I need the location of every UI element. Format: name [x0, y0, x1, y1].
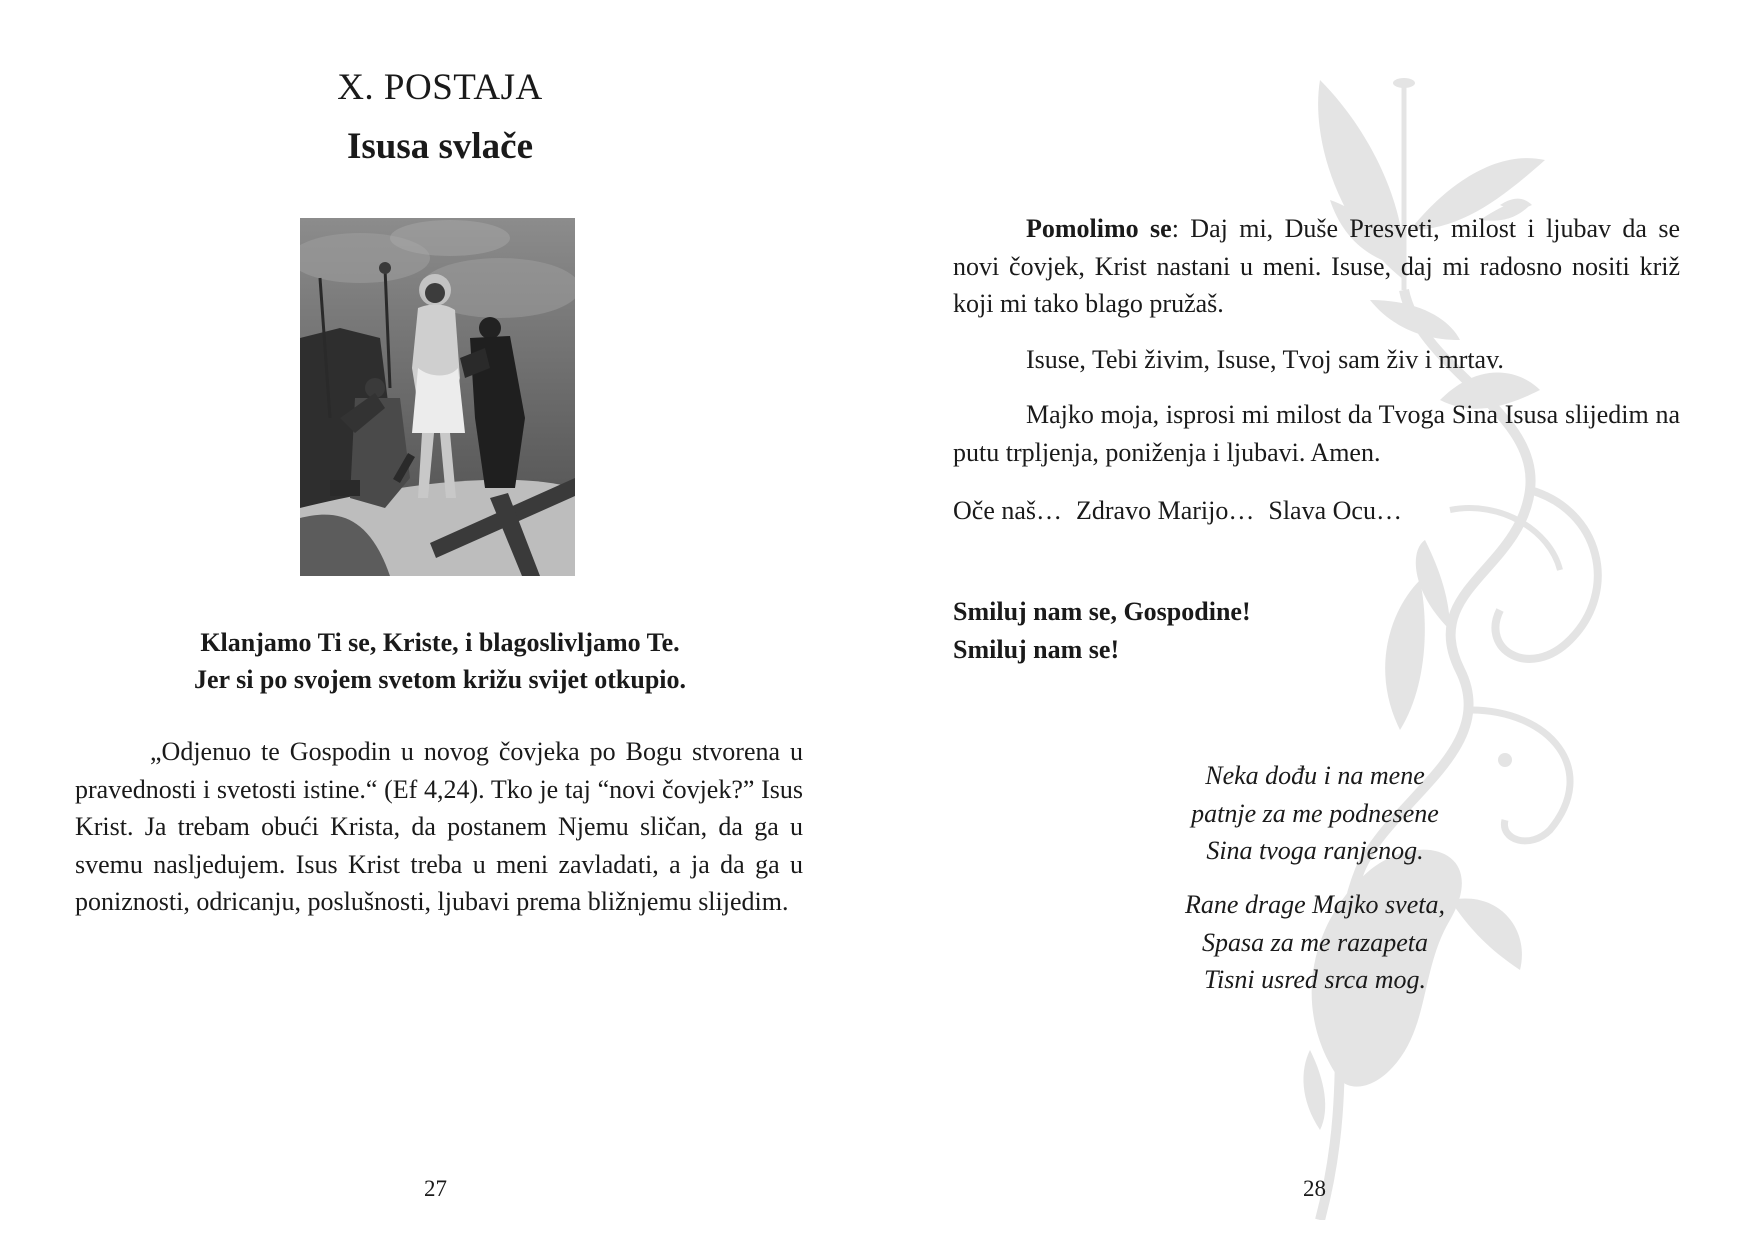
meditation-paragraph: „Odjenuo te Gospodin u novog čovjeka po Bogu stvorena u pravednosti i svetosti istine.“ (Ef 4,24). Tko je taj “novi čovjek?” Isus Krist. Ja trebam obući Krista, da postanem Njemu sličan, da ga u svemu nasljedujem. Isus Krist treba u meni zavladati, a ja da ga u poniznosti, odricanju, poslušnosti, ljubavi prema bližnjemu slijedim.: [75, 737, 803, 916]
poem-line: Sina tvoga ranjenog.: [1206, 836, 1424, 865]
poem-line: patnje za me podnesene: [1191, 798, 1439, 828]
prayer-item-hail-mary: Zdravo Marijo…: [1076, 496, 1255, 525]
devotion-line: Isuse, Tebi živim, Isuse, Tvoj sam živ i mrtav.: [1026, 345, 1504, 374]
poem-line: Tisni usred srca mog.: [1204, 965, 1426, 994]
page-number-right: 28: [1303, 1176, 1326, 1201]
prayer-text: : Daj mi, Duše Presveti, milost i ljubav da se novi čovjek, Krist nastani u meni. Isuse, daj mi radosno nositi križ koji mi tako blago pružaš.: [953, 214, 1680, 318]
poem-line: Neka dođu i na mene: [1205, 761, 1425, 790]
poem-stanza-1: [1100, 757, 1530, 870]
prayer-paragraph: [953, 210, 1680, 323]
prayer-label: Pomolimo se: [1026, 214, 1172, 243]
poem-stanza-2: [1100, 886, 1530, 999]
page-number-left: 27: [424, 1176, 447, 1201]
prayer-item-glory-be: Slava Ocu…: [1268, 496, 1402, 525]
left-page: [0, 0, 874, 1241]
adoration-line-2: Jer si po svojem svetom križu svijet otkupio.: [193, 665, 687, 694]
mercy-line-1: Smiluj nam se, Gospodine!: [953, 597, 1251, 626]
mother-prayer-paragraph: Majko moja, isprosi mi milost da Tvoga Sina Isusa slijedim na putu trpljenja, poniženja i ljubavi. Amen.: [953, 400, 1680, 467]
adoration-response: [75, 624, 805, 698]
station-x-painting: [300, 218, 575, 576]
adoration-line-1: Klanjamo Ti se, Kriste, i blagoslivljamo Te.: [200, 628, 680, 657]
prayers-list: [953, 492, 1680, 530]
poem-line: Spasa za me razapeta: [1201, 927, 1429, 957]
station-title-heading: Isusa svlače: [346, 126, 534, 167]
prayer-item-our-father: Oče naš…: [953, 496, 1063, 525]
poem-line: Rane drage Majko sveta,: [1185, 890, 1445, 919]
mercy-line-2: Smiluj nam se!: [953, 634, 1120, 664]
station-number-heading: X. POSTAJA: [337, 67, 543, 108]
mercy-invocation: [953, 593, 1680, 668]
